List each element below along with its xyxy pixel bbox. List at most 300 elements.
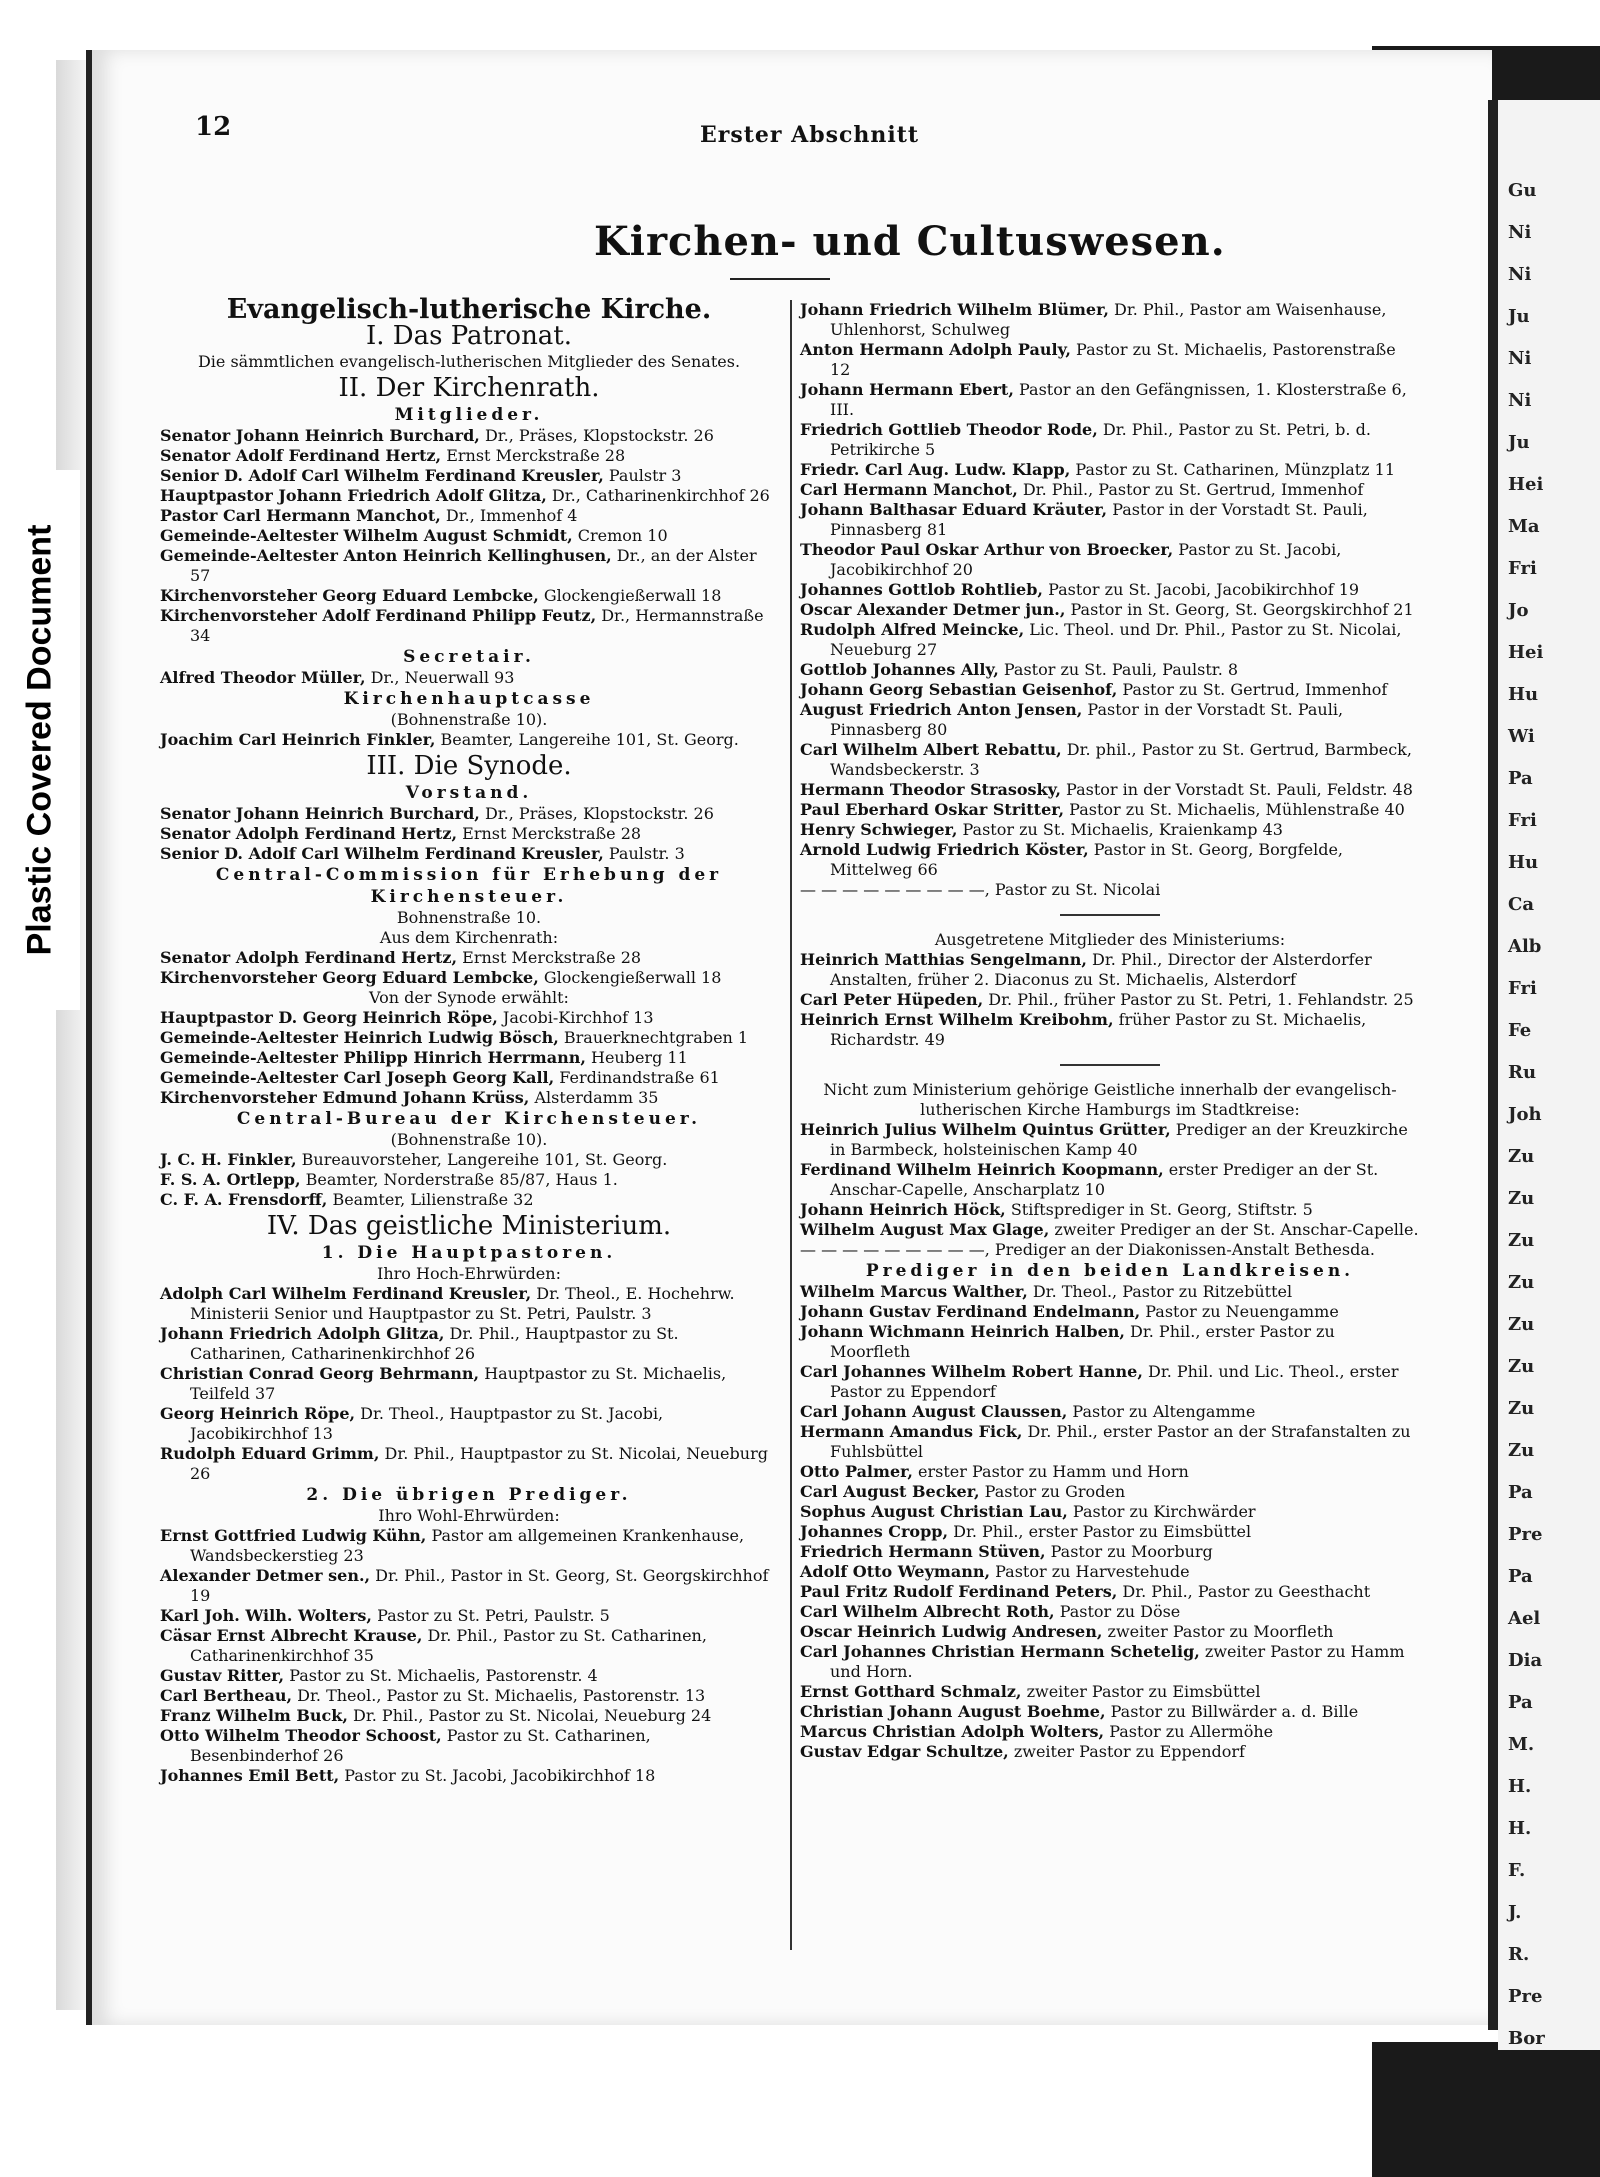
entry	[160, 968, 778, 988]
entry-details: Ernst Merckstraße 28	[441, 446, 626, 465]
facing-page-text: H.	[1508, 1818, 1532, 1839]
entry-details: Pastor zu Döse	[1054, 1602, 1181, 1621]
patronat-note: Die sämmtlichen evangelisch-lutherischen Mitglieder des Senates.	[197, 352, 741, 371]
entry-details: Dr. Phil., Hauptpastor zu St. Nicolai, Neueburg 26	[190, 1444, 768, 1483]
entry-details: Pastor zu Allermöhe	[1104, 1722, 1274, 1741]
facing-page-text: Gu	[1508, 180, 1537, 201]
entry-name: Friedr. Carl Aug. Ludw. Klapp,	[800, 460, 1071, 479]
entry-name: Adolf Otto Weymann,	[800, 1562, 991, 1581]
entry	[800, 1722, 1420, 1742]
entry-name: Senator Adolf Ferdinand Hertz,	[160, 446, 442, 465]
section-divider	[1060, 1064, 1160, 1066]
entry-name: Johann Wichmann Heinrich Halben,	[800, 1322, 1125, 1341]
entry	[160, 1150, 778, 1170]
entry	[160, 586, 778, 606]
entry-name: Arnold Ludwig Friedrich Köster,	[800, 840, 1089, 859]
facing-page-text: Zu	[1508, 1146, 1535, 1167]
entry-name: Carl Peter Hüpeden,	[800, 990, 984, 1009]
entry-details: Pastor zu St. Petri, Paulstr. 5	[371, 1606, 610, 1625]
entry-name: Johannes Gottlob Rohtlieb,	[800, 580, 1043, 599]
vorstand-list	[160, 804, 778, 864]
entry	[160, 466, 778, 486]
entry-details: Pastor in der Vorstadt St. Pauli, Pinnasberg 80	[830, 700, 1344, 739]
running-header: Erster Abschnitt	[700, 122, 920, 148]
entry	[160, 1170, 778, 1190]
entry	[800, 950, 1420, 990]
entry-name: Senator Adolph Ferdinand Hertz,	[160, 948, 458, 967]
entry-details: Ernst Merckstraße 28	[457, 948, 642, 967]
entry	[800, 500, 1420, 540]
entry-name: Gemeinde-Aeltester Carl Joseph Georg Kall,	[160, 1068, 555, 1087]
entry	[800, 990, 1420, 1010]
prediger-list-left	[160, 1526, 778, 1786]
entry-name: Carl Wilhelm Albert Rebattu,	[800, 740, 1062, 759]
entry-details: Pastor zu St. Michaelis, Mühlenstraße 40	[1064, 800, 1405, 819]
entry-name: Hermann Amandus Fick,	[800, 1422, 1023, 1441]
entry-name: Wilhelm August Max Glage,	[800, 1220, 1050, 1239]
retired-list	[800, 950, 1420, 1050]
entry	[800, 1422, 1420, 1462]
entry-details: Pastor zu St. Michaelis, Pastorenstraße 12	[830, 340, 1396, 379]
entry-name: Friedrich Hermann Stüven,	[800, 1542, 1046, 1561]
entry-name: Wilhelm Marcus Walther,	[800, 1282, 1028, 1301]
entry	[160, 1766, 778, 1786]
entry	[160, 1088, 778, 1108]
non-members-note: Nicht zum Ministerium gehörige Geistliche innerhalb der evangelisch-lutherischen Kirche Hamburgs im Stadtkreise:	[823, 1080, 1397, 1119]
entry-details: Dr. Phil., Pastor am Waisenhause, Uhlenhorst, Schulweg	[830, 300, 1387, 339]
entry-details: Dr. Theol., Pastor zu St. Michaelis, Pastorenstr. 13	[292, 1686, 706, 1705]
entry	[800, 1322, 1420, 1362]
entry-name: Kirchenvorsteher Edmund Johann Krüss,	[160, 1088, 530, 1107]
hauptpastoren-heading: 1. Die Hauptpastoren.	[321, 1243, 617, 1263]
entry	[160, 844, 778, 864]
kirchenrath-members	[160, 426, 778, 646]
entry-name: Gemeinde-Aeltester Heinrich Ludwig Bösch,	[160, 1028, 559, 1047]
entry-details: Jacobi-Kirchhof 13	[497, 1008, 654, 1027]
entry-name: Adolph Carl Wilhelm Ferdinand Kreusler,	[160, 1284, 532, 1303]
entry-details: Dr., Hermannstraße 34	[190, 606, 764, 645]
entry	[160, 446, 778, 466]
entry-details: Dr. Phil., Pastor zu St. Petri, b. d. Petrikirche 5	[830, 420, 1371, 459]
entry-details: erster Prediger an der St. Anschar-Capelle, Anscharplatz 10	[830, 1160, 1379, 1199]
entry	[160, 1726, 778, 1766]
entry-details: Pastor zu Moorburg	[1045, 1542, 1213, 1561]
entry	[160, 426, 778, 446]
from-synode: Von der Synode erwählt:	[369, 988, 569, 1007]
entry	[800, 540, 1420, 580]
entry	[160, 1008, 778, 1028]
entry-details: Pastor an den Gefängnissen, 1. Klosterstraße 6, III.	[830, 380, 1407, 419]
entry-name: Paul Fritz Rudolf Ferdinand Peters,	[800, 1582, 1118, 1601]
entry-details: Dr. Phil., früher Pastor zu St. Petri, 1. Fehlandstr. 25	[983, 990, 1414, 1009]
entry	[800, 1402, 1420, 1422]
entry	[800, 1522, 1420, 1542]
facing-page-text: Zu	[1508, 1188, 1535, 1209]
facing-page-text: Alb	[1508, 936, 1542, 957]
kirchenrath-heading: II. Der Kirchenrath.	[338, 373, 600, 403]
entry	[160, 1606, 778, 1626]
secretair-heading: Secretair.	[403, 647, 535, 667]
book-gutter	[1488, 100, 1498, 2030]
facing-page-text: Wi	[1508, 726, 1535, 747]
facing-page-text: Pre	[1508, 1524, 1543, 1545]
entry-name: C. F. A. Frensdorff,	[160, 1190, 328, 1209]
entry	[800, 840, 1420, 880]
entry-details: Pastor zu St. Jacobi, Jacobikirchhof 18	[339, 1766, 656, 1785]
entry-name: Carl Johann August Claussen,	[800, 1402, 1068, 1421]
entry-name: Friedrich Gottlieb Theodor Rode,	[800, 420, 1098, 439]
entry-details: Pastor in der Vorstadt St. Pauli, Feldstr. 48	[1060, 780, 1413, 799]
entry-name: F. S. A. Ortlepp,	[160, 1170, 301, 1189]
vacancy-nicolai: — — — — — — — — —, Pastor zu St. Nicolai	[800, 880, 1161, 899]
facing-page-text: Fe	[1508, 1020, 1532, 1041]
entry	[160, 1444, 778, 1484]
facing-page-text: Ael	[1508, 1608, 1541, 1629]
bureau-heading: Central-Bureau der Kirchensteuer.	[236, 1109, 702, 1129]
entry-details: Beamter, Norderstraße 85/87, Haus 1.	[300, 1170, 618, 1189]
entry	[800, 480, 1420, 500]
entry-name: Otto Palmer,	[800, 1462, 913, 1481]
kasse-address: (Bohnenstraße 10).	[390, 710, 548, 729]
retired-heading: Ausgetretene Mitglieder des Ministeriums:	[934, 930, 1286, 949]
entry	[160, 526, 778, 546]
entry-details: Dr., Präses, Klopstockstr. 26	[479, 426, 714, 445]
entry-details: Paulstr. 3	[603, 844, 685, 863]
facing-page-text: M.	[1508, 1734, 1535, 1755]
entry-name: Johann Balthasar Eduard Kräuter,	[800, 500, 1108, 519]
entry-name: Hermann Theodor Strasosky,	[800, 780, 1061, 799]
entry-details: Pastor zu St. Gertrud, Immenhof	[1117, 680, 1388, 699]
entry-details: Prediger an der Kreuzkirche in Barmbeck, holsteinischen Kamp 40	[830, 1120, 1408, 1159]
entry-details: Pastor zu St. Jacobi, Jacobikirchhof 19	[1042, 580, 1360, 599]
entry-details: Dr. Phil., Pastor zu St. Catharinen, Catharinenkirchhof 35	[190, 1626, 707, 1665]
entry-name: Hauptpastor D. Georg Heinrich Röpe,	[160, 1008, 498, 1027]
entry-details: Pastor zu Altengamme	[1067, 1402, 1256, 1421]
secretair-entry: Alfred Theodor Müller, Dr., Neuerwall 93	[160, 668, 515, 687]
entry-name: Hauptpastor Johann Friedrich Adolf Glitza,	[160, 486, 547, 505]
entry-name: Gemeinde-Aeltester Wilhelm August Schmidt,	[160, 526, 573, 545]
entry	[800, 1010, 1420, 1050]
entry	[800, 1282, 1420, 1302]
facing-page-text: Ju	[1508, 306, 1530, 327]
facing-page-text: Bor	[1508, 2028, 1545, 2049]
column-separator	[790, 300, 792, 1950]
entry	[800, 1220, 1420, 1240]
entry-details: Ferdinandstraße 61	[554, 1068, 720, 1087]
commission-heading: Central-Commission für Erhebung der Kirchensteuer.	[215, 865, 723, 907]
entry	[160, 1526, 778, 1566]
entry-details: Pastor zu Billwärder a. d. Bille	[1105, 1702, 1359, 1721]
entry-details: Dr. Phil., erster Pastor an der Strafanstalten zu Fuhlsbüttel	[830, 1422, 1411, 1461]
entry	[800, 300, 1420, 340]
church-heading: Evangelisch-lutherische Kirche.	[226, 294, 712, 325]
entry	[160, 1190, 778, 1210]
facing-page-text: Ni	[1508, 264, 1532, 285]
entry-name: Oscar Alexander Detmer jun.,	[800, 600, 1066, 619]
entry	[800, 1482, 1420, 1502]
entry-name: Ernst Gottfried Ludwig Kühn,	[160, 1526, 427, 1545]
entry	[800, 620, 1420, 660]
facing-page-text: Pa	[1508, 1566, 1533, 1587]
entry-details: Dr. phil., Pastor zu St. Gertrud, Barmbeck, Wandsbeckerstr. 3	[830, 740, 1412, 779]
entry	[160, 1284, 778, 1324]
entry-name: Johannes Cropp,	[800, 1522, 949, 1541]
entry-details: Dr. Phil., Pastor zu St. Nicolai, Neueburg 24	[347, 1706, 712, 1725]
entry-details: zweiter Prediger an der St. Anschar-Capelle.	[1049, 1220, 1419, 1239]
entry-details: zweiter Pastor zu Eimsbüttel	[1021, 1682, 1261, 1701]
entry-details: Stiftsprediger in St. Georg, Stiftstr. 5	[1005, 1200, 1313, 1219]
entry-details: Paulstr 3	[603, 466, 682, 485]
entry-details: Pastor in der Vorstadt St. Pauli, Pinnasberg 81	[830, 500, 1368, 539]
entry-details: Cremon 10	[572, 526, 668, 545]
entry	[800, 680, 1420, 700]
entry-name: Heinrich Julius Wilhelm Quintus Grütter,	[800, 1120, 1171, 1139]
entry-details: Pastor zu St. Pauli, Paulstr. 8	[998, 660, 1239, 679]
entry-name: Rudolph Eduard Grimm,	[160, 1444, 380, 1463]
commission-address: Bohnenstraße 10.	[396, 908, 542, 927]
entry-details: Pastor in St. Georg, St. Georgskirchhof 21	[1065, 600, 1414, 619]
entry-details: Beamter, Lilienstraße 32	[327, 1190, 534, 1209]
entry-name: Senator Johann Heinrich Burchard,	[160, 804, 480, 823]
entry-name: Marcus Christian Adolph Wolters,	[800, 1722, 1105, 1741]
entry-details: Alsterdamm 35	[529, 1088, 659, 1107]
entry	[800, 340, 1420, 380]
plastic-covered-label: Plastic Covered Document	[20, 524, 59, 956]
facing-page-text: Dia	[1508, 1650, 1543, 1671]
vacancy-bethesda: — — — — — — — — —, Prediger an der Diakonissen-Anstalt Bethesda.	[800, 1240, 1375, 1259]
entry-details: Dr. Theol., Pastor zu Ritzebüttel	[1027, 1282, 1293, 1301]
entry-details: Pastor am allgemeinen Krankenhause, Wandsbeckerstieg 23	[190, 1526, 745, 1565]
entry-details: Pastor zu Kirchwärder	[1067, 1502, 1256, 1521]
right-column	[800, 300, 1420, 1762]
entry	[160, 1404, 778, 1444]
facing-page-text: Ni	[1508, 222, 1532, 243]
facing-page-text: Hu	[1508, 684, 1539, 705]
entry	[800, 420, 1420, 460]
facing-page-text: Hu	[1508, 852, 1539, 873]
entry-name: Anton Hermann Adolph Pauly,	[800, 340, 1071, 359]
facing-page-text: Zu	[1508, 1356, 1535, 1377]
entry-name: Kirchenvorsteher Georg Eduard Lembcke,	[160, 586, 539, 605]
entry-name: Carl Johannes Christian Hermann Schetelig,	[800, 1642, 1200, 1661]
entry-name: Henry Schwieger,	[800, 820, 958, 839]
entry-name: Franz Wilhelm Buck,	[160, 1706, 348, 1725]
entry-name: J. C. H. Finkler,	[160, 1150, 297, 1169]
entry-details: Dr. Phil., Pastor in St. Georg, St. Georgskirchhof 19	[190, 1566, 769, 1605]
entry	[160, 1566, 778, 1606]
kasse-heading: Kirchenhauptcasse	[343, 689, 595, 709]
hauptpastoren-title: Ihro Hoch-Ehrwürden:	[377, 1264, 561, 1283]
prediger-heading: 2. Die übrigen Prediger.	[306, 1485, 632, 1505]
entry	[160, 1666, 778, 1686]
facing-page-text: F.	[1508, 1860, 1526, 1881]
entry	[800, 1462, 1420, 1482]
hauptpastoren-list	[160, 1284, 778, 1484]
entry	[800, 580, 1420, 600]
entry-details: Dr. Phil., erster Pastor zu Moorfleth	[830, 1322, 1335, 1361]
entry-name: Johann Hermann Ebert,	[800, 380, 1014, 399]
bureau-address: (Bohnenstraße 10).	[390, 1130, 548, 1149]
entry-name: Gustav Ritter,	[160, 1666, 285, 1685]
entry	[160, 1364, 778, 1404]
entry	[160, 1626, 778, 1666]
facing-page-text: Pa	[1508, 1482, 1533, 1503]
entry-details: Pastor zu Neuengamme	[1140, 1302, 1339, 1321]
entry	[160, 804, 778, 824]
entry-details: Glockengießerwall 18	[538, 968, 722, 987]
entry	[800, 1120, 1420, 1160]
entry-details: Pastor zu Groden	[979, 1482, 1126, 1501]
entry-name: Kirchenvorsteher Georg Eduard Lembcke,	[160, 968, 539, 987]
vorstand-heading: Vorstand.	[405, 783, 533, 803]
entry-name: Christian Conrad Georg Behrmann,	[160, 1364, 480, 1383]
entry-details: Heuberg 11	[585, 1048, 688, 1067]
entry	[800, 1562, 1420, 1582]
entry-details: Brauerknechtgraben 1	[558, 1028, 749, 1047]
entry-details: Pastor zu Harvestehude	[990, 1562, 1190, 1581]
entry	[800, 660, 1420, 680]
entry-name: Georg Heinrich Röpe,	[160, 1404, 356, 1423]
entry	[800, 600, 1420, 620]
entry-name: Carl Hermann Manchot,	[800, 480, 1018, 499]
facing-page-text: Ma	[1508, 516, 1540, 537]
bureau-list	[160, 1150, 778, 1210]
entry	[160, 606, 778, 646]
entry-details: Dr. Theol., Hauptpastor zu St. Jacobi, Jacobikirchhof 13	[190, 1404, 664, 1443]
facing-page-text: Jo	[1508, 600, 1529, 621]
facing-page-text: Pa	[1508, 1692, 1533, 1713]
left-column	[160, 294, 778, 1786]
facing-page-text: Fri	[1508, 810, 1537, 831]
entry-details: erster Pastor zu Hamm und Horn	[912, 1462, 1189, 1481]
facing-page-text: Fri	[1508, 558, 1537, 579]
entry-name: Carl August Becker,	[800, 1482, 980, 1501]
entry	[800, 1302, 1420, 1322]
from-kirchenrath: Aus dem Kirchenrath:	[379, 928, 559, 947]
kasse-entry: Joachim Carl Heinrich Finkler, Beamter, Langereihe 101, St. Georg.	[160, 730, 739, 749]
entry-details: Pastor zu St. Catharinen, Münzplatz 11	[1070, 460, 1396, 479]
commission-kirchenrath-list	[160, 948, 778, 988]
entry	[160, 1068, 778, 1088]
facing-page-text: Ni	[1508, 348, 1532, 369]
entry-name: Ferdinand Wilhelm Heinrich Koopmann,	[800, 1160, 1164, 1179]
facing-page-text: R.	[1508, 1944, 1530, 1965]
entry	[800, 1642, 1420, 1682]
facing-page-text: Hei	[1508, 642, 1544, 663]
prediger-list-right	[800, 300, 1420, 880]
entry-name: Heinrich Ernst Wilhelm Kreibohm,	[800, 1010, 1114, 1029]
facing-page-text: Ni	[1508, 390, 1532, 411]
entry	[800, 460, 1420, 480]
scan-background-bottom	[1372, 2042, 1600, 2177]
entry-name: August Friedrich Anton Jensen,	[800, 700, 1083, 719]
entry-name: Senator Johann Heinrich Burchard,	[160, 426, 480, 445]
entry	[160, 1048, 778, 1068]
entry-details: Hauptpastor zu St. Michaelis, Teilfeld 37	[190, 1364, 727, 1403]
entry-details: Dr., Immenhof 4	[440, 506, 578, 525]
facing-page-text: Zu	[1508, 1230, 1535, 1251]
synode-heading: III. Die Synode.	[366, 751, 572, 781]
entry-name: Johann Friedrich Wilhelm Blümer,	[800, 300, 1109, 319]
entry-details: Dr. Phil. und Lic. Theol., erster Pastor zu Eppendorf	[830, 1362, 1399, 1401]
entry	[160, 948, 778, 968]
facing-page-text: Zu	[1508, 1440, 1535, 1461]
entry	[800, 1602, 1420, 1622]
entry-name: Ernst Gotthard Schmalz,	[800, 1682, 1022, 1701]
entry	[800, 700, 1420, 740]
entry-name: Johann Georg Sebastian Geisenhof,	[800, 680, 1118, 699]
entry	[800, 780, 1420, 800]
entry-details: Pastor zu St. Michaelis, Pastorenstr. 4	[284, 1666, 598, 1685]
facing-page-text: Hei	[1508, 474, 1544, 495]
facing-page-text: Zu	[1508, 1398, 1535, 1419]
entry-name: Cäsar Ernst Albrecht Krause,	[160, 1626, 423, 1645]
entry-name: Senior D. Adolf Carl Wilhelm Ferdinand Kreusler,	[160, 466, 604, 485]
entry-details: Bureauvorsteher, Langereihe 101, St. Georg.	[296, 1150, 668, 1169]
facing-page-text: Zu	[1508, 1272, 1535, 1293]
commission-synode-list	[160, 1008, 778, 1108]
entry-name: Senior D. Adolf Carl Wilhelm Ferdinand Kreusler,	[160, 844, 604, 863]
facing-page-text: Ca	[1508, 894, 1534, 915]
side-label-box	[0, 470, 80, 1010]
entry-name: Karl Joh. Wilh. Wolters,	[160, 1606, 372, 1625]
entry-name: Senator Adolph Ferdinand Hertz,	[160, 824, 458, 843]
entry	[800, 800, 1420, 820]
entry-details: zweiter Pastor zu Eppendorf	[1008, 1742, 1245, 1761]
entry	[160, 1324, 778, 1364]
entry-name: Gemeinde-Aeltester Anton Heinrich Kellinghusen,	[160, 546, 612, 565]
prediger-title: Ihro Wohl-Ehrwürden:	[378, 1506, 560, 1525]
scan-edge	[56, 60, 86, 2010]
entry	[800, 1742, 1420, 1762]
non-members-list	[800, 1120, 1420, 1240]
title-rule	[730, 278, 830, 280]
entry	[160, 1028, 778, 1048]
entry	[800, 1542, 1420, 1562]
landkreise-heading: Prediger in den beiden Landkreisen.	[865, 1261, 1355, 1281]
entry-name: Pastor Carl Hermann Manchot,	[160, 506, 441, 525]
entry-name: Paul Eberhard Oskar Stritter,	[800, 800, 1065, 819]
entry	[800, 1582, 1420, 1602]
facing-page-text: J.	[1508, 1902, 1522, 1923]
entry-name: Gottlob Johannes Ally,	[800, 660, 999, 679]
entry-name: Theodor Paul Oskar Arthur von Broecker,	[800, 540, 1174, 559]
entry-details: früher Pastor zu St. Michaelis, Richardstr. 49	[830, 1010, 1367, 1049]
members-heading: Mitglieder.	[394, 405, 544, 425]
entry-name: Carl Bertheau,	[160, 1686, 293, 1705]
entry	[800, 1502, 1420, 1522]
entry-name: Oscar Heinrich Ludwig Andresen,	[800, 1622, 1103, 1641]
facing-page-fragment	[1498, 100, 1600, 2050]
entry-name: Rudolph Alfred Meincke,	[800, 620, 1025, 639]
entry	[800, 1702, 1420, 1722]
entry-details: Dr., Präses, Klopstockstr. 26	[479, 804, 714, 823]
entry-name: Christian Johann August Boehme,	[800, 1702, 1106, 1721]
entry-name: Gemeinde-Aeltester Philipp Hinrich Herrmann,	[160, 1048, 586, 1067]
entry-details: Dr. Phil., erster Pastor zu Eimsbüttel	[948, 1522, 1252, 1541]
entry-details: Dr. Phil., Director der Alsterdorfer Anstalten, früher 2. Diaconus zu St. Michaelis, Alsterdorf	[830, 950, 1372, 989]
entry	[800, 380, 1420, 420]
facing-page-text: Fri	[1508, 978, 1537, 999]
entry	[800, 740, 1420, 780]
ministerium-heading: IV. Das geistliche Ministerium.	[266, 1211, 672, 1241]
entry	[160, 824, 778, 844]
entry-details: Pastor zu St. Catharinen, Besenbinderhof 26	[190, 1726, 651, 1765]
entry	[800, 1200, 1420, 1220]
entry-name: Otto Wilhelm Theodor Schoost,	[160, 1726, 442, 1745]
entry-details: Dr., Catharinenkirchhof 26	[546, 486, 770, 505]
facing-page-text: Joh	[1508, 1104, 1542, 1125]
